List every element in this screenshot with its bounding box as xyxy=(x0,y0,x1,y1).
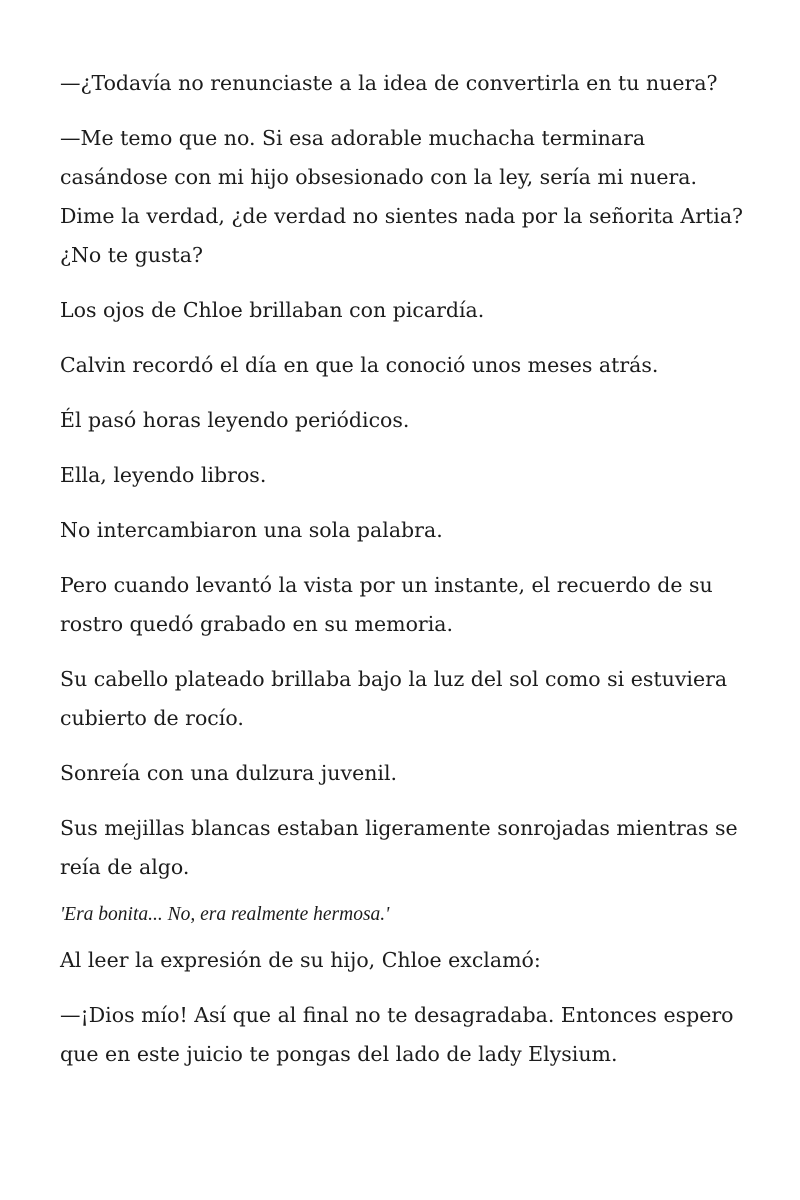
paragraph-11: Sus mejillas blancas estaban ligeramente sonrojadas mientras se reía de algo. xyxy=(60,816,738,879)
paragraph-4: Calvin recordó el día en que la conoció unos meses atrás. xyxy=(60,353,659,377)
paragraph-13: Al leer la expresión de su hijo, Chloe exclamó: xyxy=(60,948,541,972)
paragraph-3: Los ojos de Chloe brillaban con picardía. xyxy=(60,298,485,322)
paragraph-8: Pero cuando levantó la vista por un instante, el recuerdo de su rostro quedó grabado en su memoria. xyxy=(60,573,713,636)
paragraph-5: Él pasó horas leyendo periódicos. xyxy=(60,408,410,432)
paragraph-10: Sonreía con una dulzura juvenil. xyxy=(60,761,398,785)
paragraph-14: —¡Dios mío! Así que al final no te desagradaba. Entonces espero que en este juicio te pongas del lado de lady Elysium. xyxy=(60,1003,734,1066)
paragraph-1: —¿Todavía no renunciaste a la idea de convertirla en tu nuera? xyxy=(60,71,718,95)
paragraph-2: —Me temo que no. Si esa adorable muchacha terminara casándose con mi hijo obsesionado con la ley, sería mi nuera. Dime la verdad, ¿de verdad no sientes nada por la señorita Artia? ¿No te gusta? xyxy=(60,126,744,267)
document-page xyxy=(60,64,750,1090)
paragraph-6: Ella, leyendo libros. xyxy=(60,463,267,487)
paragraph-9: Su cabello plateado brillaba bajo la luz del sol como si estuviera cubierto de rocío. xyxy=(60,667,728,730)
paragraph-7: No intercambiaron una sola palabra. xyxy=(60,518,443,542)
inner-thought: 'Era bonita... No, era realmente hermosa.' xyxy=(60,904,390,925)
